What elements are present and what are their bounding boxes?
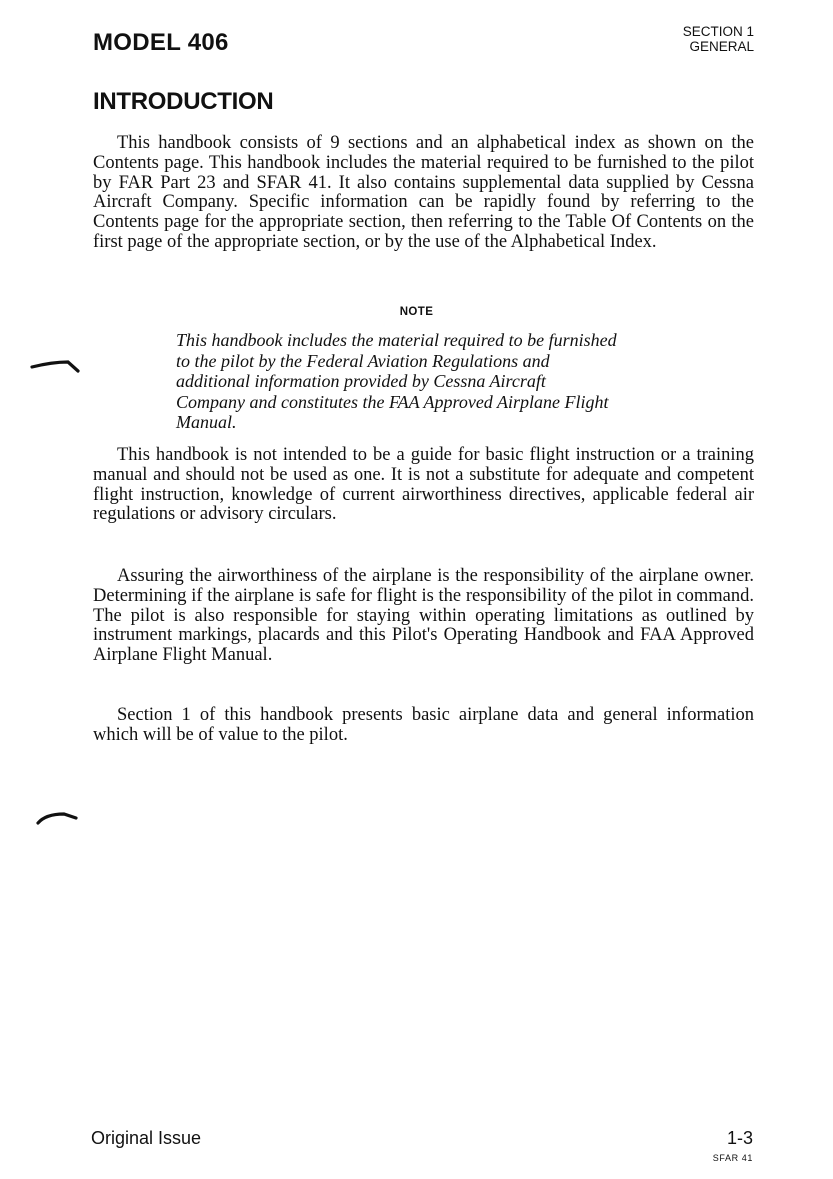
note-label: NOTE xyxy=(399,306,434,318)
intro-paragraph-3: Assuring the airworthiness of the airplane is the responsibility of the airplane owner. Determining if the airplane is safe for flight is the responsibility of the pilot in command. The pilot is also responsible for staying within operating limitations as outlined by instrument markings, placards and this Pilot's Operating Handbook and FAA Approved Airplane Flight Manual. xyxy=(93,566,754,666)
section-number: SECTION 1 xyxy=(682,24,754,39)
model-title: MODEL 406 xyxy=(93,29,229,56)
intro-paragraph-1: This handbook consists of 9 sections and an alphabetical index as shown on the Contents page. This handbook includes the material required to be furnished to the pilot by FAR Part 23 and SFAR 41. It also contains supplemental data supplied by Cessna Aircraft Company. Specific information can be rapidly found by referring to the Contents page for the appropriate section, then referring to the Table Of Contents on the first page of the appropriate section, or by the use of the Alphabetical Index. xyxy=(93,133,754,252)
page-heading: INTRODUCTION xyxy=(93,88,274,115)
page-number: 1-3 xyxy=(726,1128,753,1148)
intro-paragraph-2: This handbook is not intended to be a guide for basic flight instruction or a training manual and should not be used as one. It is not a substitute for adequate and competent flight instruction, knowledge of current airworthiness directives, applicable federal air regulations or advisory circulars. xyxy=(93,445,754,525)
note-text: This handbook includes the material required to be furnished to the pilot by the Federal Aviation Regulations and additional information provided by Cessna Aircraft Company and constitutes the FAA Approved Airplane Flight Manual. xyxy=(176,330,617,432)
revision-mark-icon xyxy=(36,808,80,826)
intro-paragraph-4: Section 1 of this handbook presents basic airplane data and general information which will be of value to the pilot. xyxy=(93,705,754,745)
revision-mark-icon xyxy=(30,358,82,374)
section-name: GENERAL xyxy=(689,39,754,54)
footer-issue: Original Issue xyxy=(91,1128,202,1148)
section-header xyxy=(683,24,754,54)
footer-sfar: SFAR 41 xyxy=(712,1153,753,1163)
